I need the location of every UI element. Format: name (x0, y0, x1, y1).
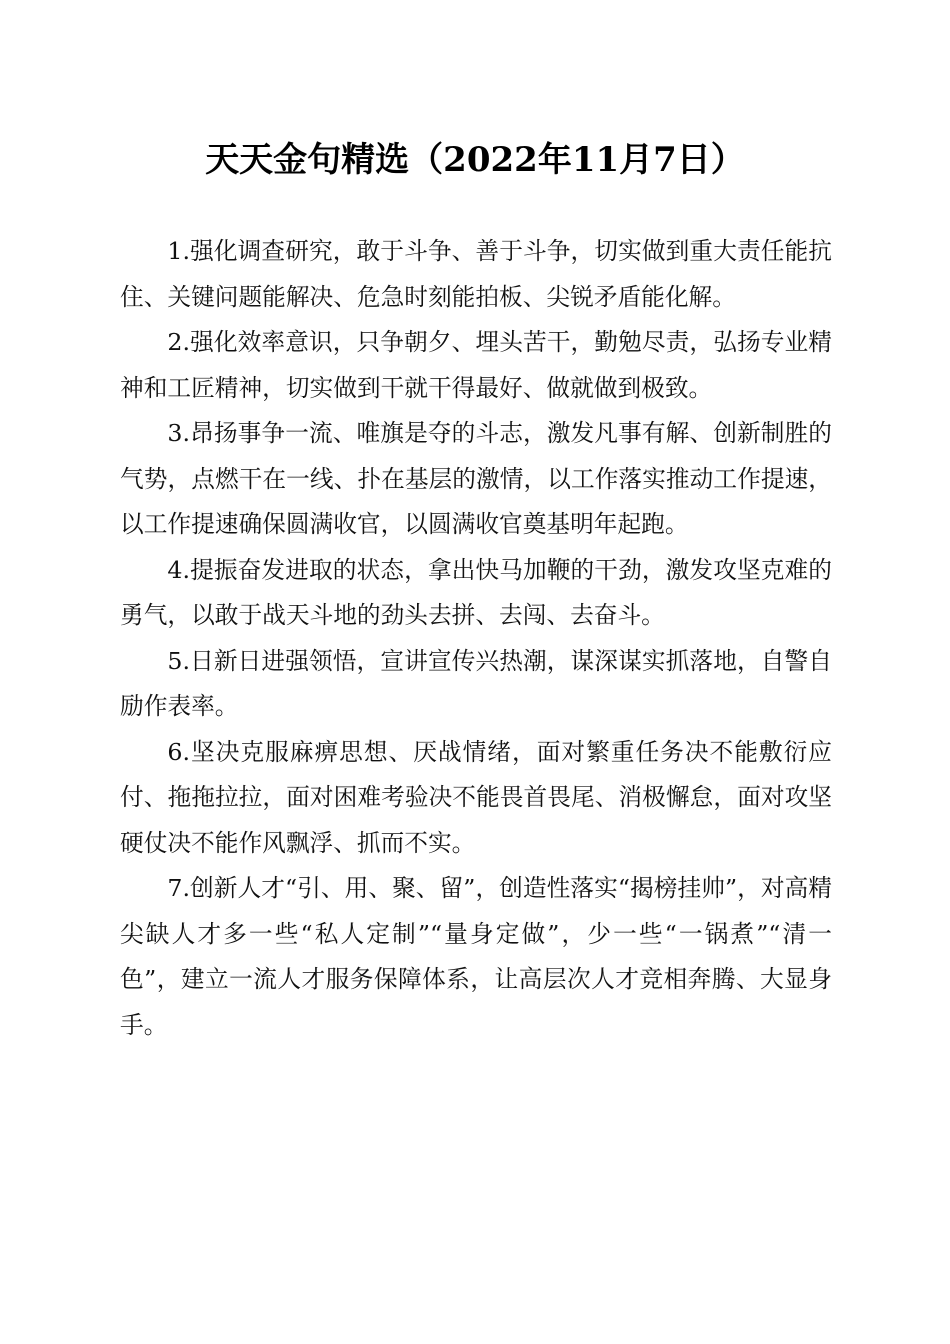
paragraph-3: 3.昂扬事争一流、唯旗是夺的斗志，激发凡事有解、创新制胜的气势，点燃干在一线、扑在基层的激情，以工作落实推动工作提速，以工作提速确保圆满收官，以圆满收官奠基明年起跑。 (120, 419, 832, 538)
document-body (120, 229, 832, 1048)
paragraph-4: 4.提振奋发进取的状态，拿出快马加鞭的干劲，激发攻坚克难的勇气，以敢于战天斗地的劲头去拼、去闯、去奋斗。 (120, 555, 832, 629)
paragraph-6: 6.坚决克服麻痹思想、厌战情绪，面对繁重任务决不能敷衍应付、拖拖拉拉，面对困难考验决不能畏首畏尾、消极懈怠，面对攻坚硬仗决不能作风飘浮、抓而不实。 (120, 737, 832, 857)
document-title: 天天金句精选（2022年11月7日） (205, 140, 745, 180)
paragraph-5: 5.日新日进强领悟，宣讲宣传兴热潮，谋深谋实抓落地，自警自励作表率。 (120, 646, 832, 720)
paragraph-2: 2.强化效率意识，只争朝夕、埋头苦干，勤勉尽责，弘扬专业精神和工匠精神，切实做到干就干得最好、做就做到极致。 (120, 328, 832, 402)
paragraph-1: 1.强化调查研究，敢于斗争、善于斗争，切实做到重大责任能抗住、关键问题能解决、危急时刻能拍板、尖锐矛盾能化解。 (120, 237, 832, 311)
paragraph-7: 7.创新人才“引、用、聚、留”，创造性落实“揭榜挂帅”，对高精尖缺人才多一些“私人定制”“量身定做”，少一些“一锅煮”“清一色”，建立一流人才服务保障体系，让高层次人才竞相奔腾、大显身手。 (120, 874, 832, 1039)
